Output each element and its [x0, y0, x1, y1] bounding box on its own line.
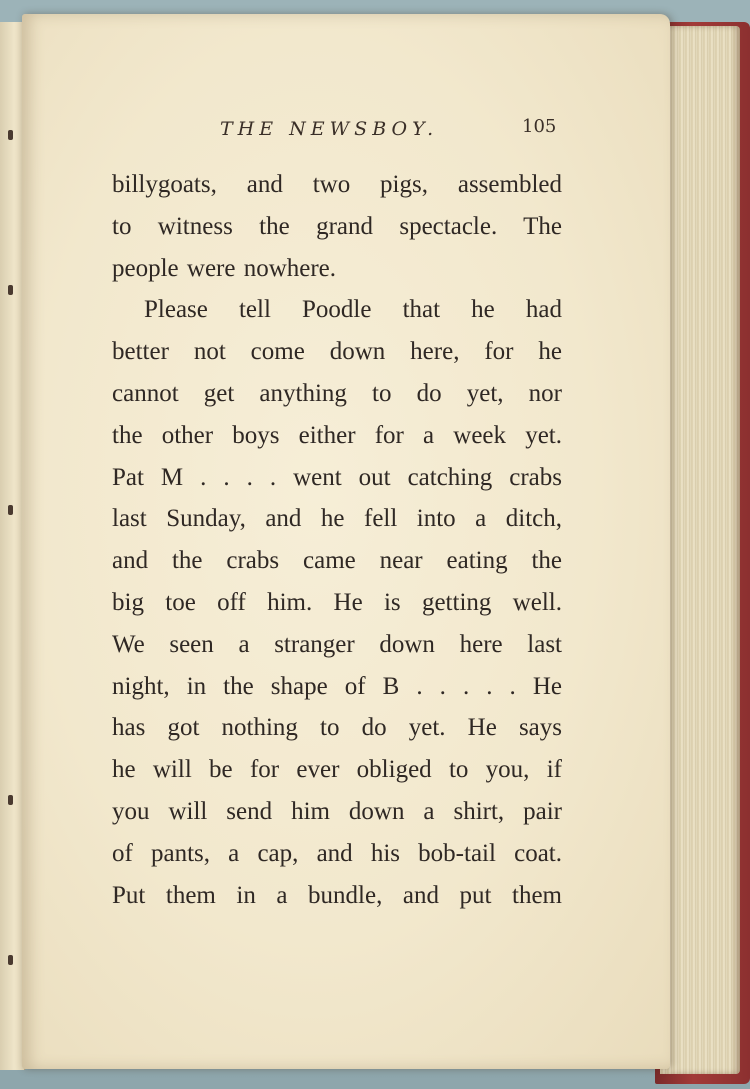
binding-stitch — [8, 955, 13, 965]
text-line: you will send him down a shirt, pair — [112, 797, 562, 825]
text-line: and the crabs came near eating the — [112, 547, 562, 575]
text-line: of pants, a cap, and his bob-tail coat. — [112, 839, 562, 867]
text-line: the other boys either for a week yet. — [112, 421, 562, 449]
body-text — [112, 164, 562, 916]
text-line: We seen a stranger down here last — [112, 630, 562, 658]
text-line: people were nowhere. — [112, 254, 337, 282]
binding-stitch — [8, 130, 13, 140]
text-line: last Sunday, and he fell into a ditch, — [112, 505, 562, 533]
text-line: has got nothing to do yet. He says — [112, 714, 562, 742]
text-line: better not come down here, for he — [112, 338, 562, 366]
page-edges — [660, 26, 740, 1074]
text-line: to witness the grand spectacle. The — [112, 212, 562, 240]
binding-stitch — [8, 505, 13, 515]
book-page — [22, 14, 670, 1069]
text-line: Put them in a bundle, and put them — [112, 881, 562, 909]
text-line: he will be for ever obliged to you, if — [112, 756, 562, 784]
text-line: big toe off him. He is getting well. — [112, 588, 562, 616]
page-number: 105 — [522, 116, 557, 137]
running-title: THE NEWSBOY. — [220, 118, 439, 140]
binding-stitch — [8, 285, 13, 295]
text-line: Pat M . . . . went out catching crabs — [112, 463, 562, 491]
page-header — [22, 118, 670, 148]
text-line: Please tell Poodle that he had — [144, 296, 562, 324]
binding-stitch — [8, 795, 13, 805]
text-line: cannot get anything to do yet, nor — [112, 379, 562, 407]
text-line: night, in the shape of B . . . . . He — [112, 672, 562, 700]
text-line: billygoats, and two pigs, assembled — [112, 171, 562, 198]
